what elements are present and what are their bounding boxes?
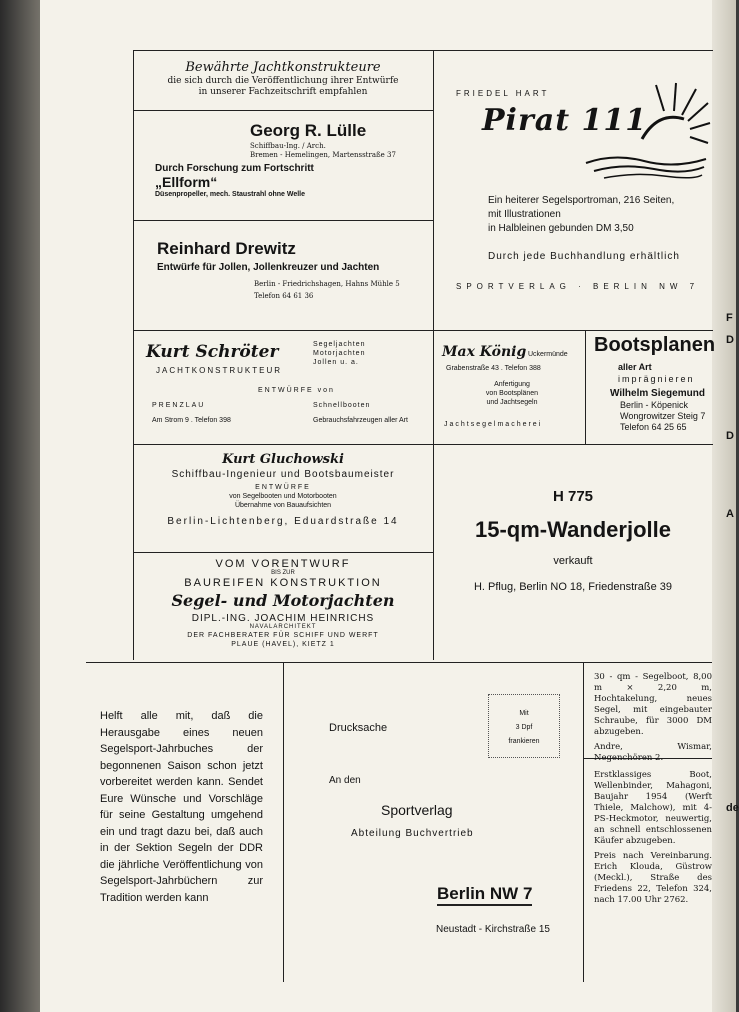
- book-availability: Durch jede Buchhandlung erhältlich: [488, 251, 680, 262]
- ad-address: Am Strom 9 . Telefon 398: [152, 417, 231, 424]
- classified-ad: [594, 770, 712, 906]
- ad-title: 15-qm-Wanderjolle: [475, 517, 671, 542]
- ad-role: JACHTKONSTRUKTEUR: [156, 366, 283, 375]
- ad-gebrauch: Gebrauchsfahrzeugen aller Art: [313, 417, 408, 424]
- rule: [133, 552, 433, 553]
- ad-gluchowski: [134, 452, 432, 527]
- classified-contact: Andre, Wismar, Negenchören 2.: [594, 742, 712, 763]
- ad-phone: Telefon 64 25 65: [620, 422, 687, 432]
- book-desc: [488, 194, 674, 236]
- ad-line: imprägnieren: [618, 374, 695, 384]
- ad-name: Kurt Gluchowski: [222, 452, 344, 467]
- ad-address: PLAUE (HAVEL), KIETZ 1: [231, 641, 335, 648]
- book-publisher: SPORTVERLAG · BERLIN NW 7: [456, 282, 700, 291]
- postcard-recipient: Sportverlag: [381, 802, 453, 818]
- strip-letter: de: [726, 802, 739, 814]
- ad-desc: Entwürfe für Jollen, Jollenkreuzer und Jachten: [157, 262, 380, 273]
- rule: [86, 662, 712, 663]
- postcard-type: Drucksache: [329, 722, 388, 734]
- book-line: mit Illustrationen: [488, 209, 561, 220]
- rule: [133, 444, 713, 445]
- ad-subtitle: die sich durch die Veröffentlichung ihrer Entwürfe: [167, 76, 399, 86]
- ad-line: BAUREIFEN KONSTRUKTION: [184, 577, 382, 589]
- desc-line: Anfertigung: [494, 381, 530, 388]
- rule: [583, 662, 584, 982]
- strip-letter: D: [726, 334, 734, 346]
- ad-line: Übernahme von Bauaufsichten: [234, 502, 332, 509]
- book-line: in Halbleinen gebunden DM 3,50: [488, 223, 634, 234]
- ad-drewitz: [157, 238, 429, 301]
- rule: [133, 330, 713, 331]
- rule: [133, 110, 433, 111]
- rule: [585, 330, 586, 444]
- classified-text: 30 - qm - Segelboot, 8,00 m × 2,20 m, Hochtakelung, neues Segel, mit eingebauter Schraube, für 3000 DM abzugeben.: [594, 672, 712, 737]
- ad-name: Georg R. Lülle: [250, 121, 367, 140]
- ad-schnell: Schnellbooten: [313, 402, 371, 409]
- stamp-box: [488, 694, 560, 758]
- ad-address: Wongrowitzer Steig 7: [620, 411, 706, 421]
- ad-pirat: [434, 51, 712, 330]
- ad-headline: Segel- und Motorjachten: [171, 591, 395, 610]
- ad-line: von Segelbooten und Motorbooten: [229, 493, 337, 500]
- stamp-line: frankieren: [508, 738, 540, 745]
- classified-contact: Preis nach Vereinbarung. Erich Klouda, Güstrow (Meckl.), Straße des Friedens 22, Telefon 324, nach 17.00 Uhr 2762.: [594, 851, 712, 905]
- ad-name: DIPL.-ING. JOACHIM HEINRICHS: [191, 613, 375, 624]
- ad-name: Max König: [442, 344, 527, 360]
- ad-code: H 775: [552, 488, 594, 505]
- ad-role: Schiffbau-Ingenieur und Bootsbaumeister: [171, 469, 395, 480]
- ad-address: Berlin-Lichtenberg, Eduardstraße 14: [167, 516, 399, 527]
- ad-role: NAVALARCHITEKT: [249, 624, 317, 630]
- ad-city: PRENZLAU: [152, 402, 206, 409]
- desc-line: von Bootsplänen: [485, 390, 539, 397]
- book-line: Ein heiterer Segelsportroman, 216 Seiten,: [488, 195, 675, 206]
- strip-letter: F: [726, 312, 733, 324]
- ad-role: Schiffbau-Ing. / Arch.: [250, 142, 326, 150]
- ad-luelle: [155, 120, 430, 199]
- ad-trade: Jachtsegelmacherei: [444, 421, 543, 428]
- ad-desc: [472, 380, 552, 407]
- postcard-street: Neustadt - Kirchstraße 15: [436, 924, 550, 935]
- classified-ad: [594, 672, 712, 764]
- ad-address: Bremen - Hemelingen, Martensstraße 37: [250, 151, 396, 159]
- ad-koenig: [442, 338, 582, 438]
- ad-author: FRIEDEL HART: [456, 89, 550, 98]
- waves-icon: [584, 151, 709, 181]
- ad-place: Uckermünde: [528, 351, 568, 358]
- ad-product: Düsenpropeller, mech. Staustrahl ohne Welle: [155, 191, 306, 198]
- ad-h775: [434, 488, 712, 593]
- ad-role: DER FACHBERATER FÜR SCHIFF UND WERFT: [187, 632, 379, 639]
- strip-letter: A: [726, 508, 734, 520]
- classified-text: Erstklassiges Boot, Wellenbinder, Mahagoni, Baujahr 1954 (Werft Thiele, Malchow), mit 4-PS-Heckmotor, neuwertig, an schnell entschlossenen Käufer abzugeben.: [594, 770, 712, 846]
- ad-designers: [134, 60, 432, 98]
- ad-brand: „Ellform“: [155, 174, 218, 190]
- type-line: Segeljachten: [313, 341, 366, 348]
- ad-title: Bewährte Jachtkonstrukteure: [185, 60, 381, 75]
- book-title: Pirat 111: [482, 103, 648, 138]
- ad-contact: H. Pflug, Berlin NO 18, Friedenstraße 39: [473, 581, 673, 593]
- ad-title: Bootsplanen: [594, 334, 716, 356]
- type-line: Motorjachten: [313, 350, 366, 357]
- ad-types: [313, 340, 365, 367]
- ad-line: BIS ZUR: [271, 570, 295, 576]
- sun-icon: [634, 81, 712, 151]
- ad-address: Berlin - Köpenick: [620, 400, 689, 410]
- ad-line: aller Art: [618, 362, 652, 372]
- ad-entwuerfe: ENTWÜRFE: [255, 484, 311, 491]
- ad-line: VOM VORENTWURF: [215, 558, 351, 570]
- ad-subtitle: in unserer Fachzeitschrift empfahlen: [198, 87, 368, 97]
- ad-name: Kurt Schröter: [146, 342, 279, 362]
- ad-name: Wilhelm Siegemund: [610, 388, 705, 399]
- appeal-text: Helft alle mit, daß die Herausgabe eines neuen Segelsport-Jahrbuches der begonnenen Saison schon jetzt vorbereitet werden kann. Sendet Eure Wünsche und Vorschläge für seine Gestaltung umgehend ein und tragt dazu bei, daß auch in der Sektion Segeln der DDR die jährliche Veröffentlichung von Segelsport-Jahrbüchern zur Tradition werden kann: [100, 710, 263, 904]
- ad-address: Grabenstraße 43 . Telefon 388: [446, 365, 541, 372]
- rule: [283, 662, 284, 982]
- postcard-city: Berlin NW 7: [437, 884, 532, 906]
- ad-verkauft: verkauft: [553, 555, 593, 567]
- postcard-to: An den: [329, 775, 361, 786]
- ad-schroeter: [140, 338, 430, 438]
- postcard-dept: Abteilung Buchvertrieb: [351, 828, 474, 839]
- ad-phone: Telefon 64 61 36: [254, 292, 314, 300]
- stamp-line: Mit: [519, 710, 529, 717]
- stamp-line: 3 Dpf: [515, 724, 533, 731]
- ad-name: Reinhard Drewitz: [157, 239, 296, 258]
- strip-letter: D: [726, 430, 734, 442]
- desc-line: und Jachtsegeln: [486, 399, 538, 406]
- type-line: Jollen u. a.: [313, 359, 359, 366]
- next-page-edge: [712, 0, 739, 1012]
- ad-heinrichs: [134, 558, 432, 649]
- rule: [133, 220, 433, 221]
- ad-entwuerfe: ENTWÜRFE von: [258, 387, 335, 394]
- ad-address: Berlin - Friedrichshagen, Hahns Mühle 5: [254, 280, 400, 288]
- ad-bootsplanen: [590, 334, 716, 442]
- ad-slogan: Durch Forschung zum Fortschritt: [155, 163, 314, 174]
